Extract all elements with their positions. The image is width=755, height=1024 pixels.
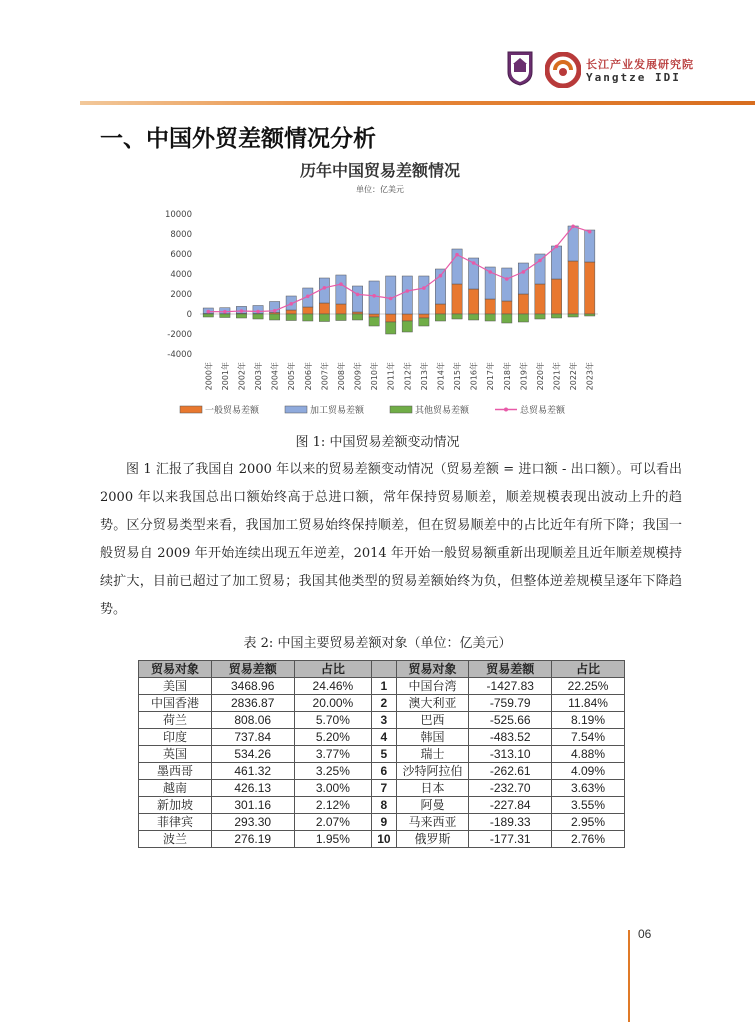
- x-tick-label: 2023年: [585, 362, 595, 391]
- cell-partner: 新加坡: [139, 797, 212, 814]
- bar-other: [585, 314, 595, 316]
- cell-partner: 波兰: [139, 831, 212, 848]
- bar-general: [568, 261, 578, 314]
- bar-general: [386, 314, 396, 322]
- legend-swatch-marker: [504, 408, 508, 412]
- legend-label: 加工贸易差额: [310, 406, 365, 416]
- col-header-balance-2: 贸易差额: [469, 661, 552, 678]
- cell-share: 3.00%: [294, 780, 372, 797]
- cell-share-2: 3.55%: [552, 797, 625, 814]
- bar-processing: [336, 275, 346, 304]
- bar-processing: [352, 286, 362, 312]
- bar-general: [468, 289, 478, 314]
- table-row: [139, 763, 625, 780]
- bar-general: [319, 303, 329, 314]
- table-row: [139, 780, 625, 797]
- cell-rank: 2: [372, 695, 396, 712]
- x-tick-label: 2014年: [436, 362, 446, 391]
- cell-balance-2: -189.33: [469, 814, 552, 831]
- bar-general: [352, 312, 362, 314]
- trade-balance-chart: [150, 158, 610, 428]
- x-tick-label: 2009年: [353, 362, 363, 391]
- line-total: [208, 226, 589, 311]
- cell-partner-2: 巴西: [396, 712, 469, 729]
- bar-other: [269, 314, 279, 320]
- cell-rank: 9: [372, 814, 396, 831]
- cell-partner: 菲律宾: [139, 814, 212, 831]
- cell-partner-2: 日本: [396, 780, 469, 797]
- x-tick-label: 2002年: [237, 362, 247, 391]
- y-tick-label: 8000: [170, 230, 192, 240]
- cell-share: 20.00%: [294, 695, 372, 712]
- x-tick-label: 2005年: [287, 362, 297, 391]
- legend-swatch: [390, 406, 412, 413]
- bar-other: [286, 314, 296, 321]
- point-total: [439, 274, 443, 278]
- chart-unit: 单位：亿美元: [356, 185, 404, 194]
- table-row: [139, 797, 625, 814]
- x-tick-label: 2020年: [535, 362, 545, 391]
- bar-other: [535, 314, 545, 319]
- x-tick-label: 2012年: [403, 362, 413, 391]
- cell-partner: 美国: [139, 678, 212, 695]
- x-tick-label: 2022年: [569, 362, 579, 391]
- cell-balance-2: -177.31: [469, 831, 552, 848]
- legend-label: 一般贸易差额: [205, 406, 260, 416]
- legend-label: 总贸易差额: [520, 406, 566, 416]
- cell-balance-2: -313.10: [469, 746, 552, 763]
- bar-other: [369, 317, 379, 326]
- cell-rank: 6: [372, 763, 396, 780]
- page-marker: [628, 930, 630, 1022]
- table-row: [139, 831, 625, 848]
- cell-balance-2: -262.61: [469, 763, 552, 780]
- bar-other: [502, 314, 512, 323]
- cell-balance: 808.06: [211, 712, 294, 729]
- x-tick-label: 2006年: [303, 362, 313, 391]
- y-tick-label: 0: [186, 310, 192, 320]
- header-rule: [80, 101, 755, 105]
- bar-processing: [386, 276, 396, 314]
- bar-processing: [419, 276, 429, 314]
- cell-share-2: 2.76%: [552, 831, 625, 848]
- cell-balance-2: -483.52: [469, 729, 552, 746]
- bar-processing: [551, 246, 561, 279]
- cell-share: 5.20%: [294, 729, 372, 746]
- point-total: [306, 295, 310, 299]
- point-total: [339, 282, 343, 286]
- bar-processing: [518, 263, 528, 294]
- point-total: [240, 309, 244, 313]
- bar-other: [352, 314, 362, 320]
- cell-share-2: 2.95%: [552, 814, 625, 831]
- x-tick-label: 2013年: [419, 362, 429, 391]
- x-tick-label: 2011年: [386, 362, 396, 391]
- cell-share-2: 4.88%: [552, 746, 625, 763]
- y-tick-label: 4000: [170, 270, 192, 280]
- x-tick-label: 2021年: [552, 362, 562, 391]
- bar-processing: [319, 278, 329, 303]
- cell-balance: 293.30: [211, 814, 294, 831]
- x-tick-label: 2000年: [204, 362, 214, 391]
- x-tick-label: 2019年: [519, 362, 529, 391]
- bar-general: [452, 284, 462, 314]
- bar-other: [319, 314, 329, 322]
- bar-other: [303, 314, 313, 321]
- table-row: [139, 729, 625, 746]
- org-name-cn: 长江产业发展研究院: [586, 58, 694, 71]
- bar-general: [518, 294, 528, 314]
- x-tick-label: 2001年: [220, 362, 230, 391]
- cell-partner: 越南: [139, 780, 212, 797]
- point-total: [273, 309, 277, 313]
- cell-share-2: 7.54%: [552, 729, 625, 746]
- point-total: [323, 286, 327, 290]
- cell-share: 3.25%: [294, 763, 372, 780]
- cell-balance: 426.13: [211, 780, 294, 797]
- cell-share: 1.95%: [294, 831, 372, 848]
- bar-general: [485, 299, 495, 314]
- table-row: [139, 695, 625, 712]
- cell-share-2: 11.84%: [552, 695, 625, 712]
- col-header-share: 占比: [294, 661, 372, 678]
- cell-partner-2: 韩国: [396, 729, 469, 746]
- cell-rank: 10: [372, 831, 396, 848]
- bar-other: [419, 318, 429, 326]
- point-total: [372, 294, 376, 298]
- col-header-partner: 贸易对象: [139, 661, 212, 678]
- point-total: [356, 293, 360, 297]
- cell-share: 3.77%: [294, 746, 372, 763]
- x-tick-label: 2017年: [486, 362, 496, 391]
- bar-processing: [502, 268, 512, 301]
- x-tick-label: 2004年: [270, 362, 280, 391]
- x-tick-label: 2003年: [254, 362, 264, 391]
- x-tick-label: 2008年: [336, 362, 346, 391]
- cell-share-2: 8.19%: [552, 712, 625, 729]
- point-total: [389, 297, 393, 301]
- cell-share: 24.46%: [294, 678, 372, 695]
- bar-general: [585, 262, 595, 314]
- bar-other: [386, 322, 396, 334]
- cell-balance: 301.16: [211, 797, 294, 814]
- point-total: [588, 230, 592, 234]
- legend-swatch: [180, 406, 202, 413]
- bar-general: [435, 304, 445, 314]
- bar-general: [502, 301, 512, 314]
- point-total: [289, 302, 293, 306]
- bar-general: [551, 279, 561, 314]
- x-tick-label: 2010年: [370, 362, 380, 391]
- yangtze-idi-logo-icon: [545, 52, 581, 88]
- point-total: [571, 225, 575, 229]
- bar-other: [518, 314, 528, 322]
- cell-rank: 4: [372, 729, 396, 746]
- point-total: [555, 245, 559, 249]
- page-number: 06: [638, 927, 652, 941]
- cell-share-2: 22.25%: [552, 678, 625, 695]
- cell-share: 2.12%: [294, 797, 372, 814]
- section-title: 一、中国外贸差额情况分析: [100, 126, 376, 152]
- cell-balance: 276.19: [211, 831, 294, 848]
- cell-partner-2: 阿曼: [396, 797, 469, 814]
- y-tick-label: 2000: [170, 290, 192, 300]
- cell-rank: 7: [372, 780, 396, 797]
- figure-caption: 图 1: 中国贸易差额变动情况: [295, 435, 460, 450]
- org-name-en: Yangtze IDI: [586, 71, 681, 84]
- cell-rank: 5: [372, 746, 396, 763]
- point-total: [522, 270, 526, 274]
- cell-partner-2: 瑞士: [396, 746, 469, 763]
- point-total: [488, 270, 492, 274]
- bar-general: [419, 314, 429, 318]
- x-tick-label: 2007年: [320, 362, 330, 391]
- bar-other: [253, 314, 263, 319]
- cell-partner-2: 俄罗斯: [396, 831, 469, 848]
- point-total: [505, 277, 509, 281]
- legend-label: 其他贸易差额: [415, 406, 470, 416]
- point-total: [405, 289, 409, 293]
- bar-general: [369, 314, 379, 317]
- bar-general: [286, 310, 296, 314]
- cell-partner-2: 马来西亚: [396, 814, 469, 831]
- cell-partner: 墨西哥: [139, 763, 212, 780]
- y-tick-label: -4000: [167, 350, 192, 360]
- bar-other: [236, 314, 246, 318]
- x-tick-label: 2015年: [453, 362, 463, 391]
- cell-balance-2: -227.84: [469, 797, 552, 814]
- point-total: [206, 310, 210, 314]
- bar-other: [568, 314, 578, 317]
- bar-processing: [535, 254, 545, 284]
- table-caption: 表 2: 中国主要贸易差额对象（单位：亿美元）: [243, 636, 512, 651]
- cell-partner-2: 澳大利亚: [396, 695, 469, 712]
- col-header-rank: [372, 661, 396, 678]
- bar-other: [336, 314, 346, 321]
- x-tick-label: 2018年: [502, 362, 512, 391]
- cell-balance-2: -1427.83: [469, 678, 552, 695]
- cell-partner-2: 中国台湾: [396, 678, 469, 695]
- bar-other: [435, 314, 445, 321]
- cell-rank: 8: [372, 797, 396, 814]
- point-total: [455, 253, 459, 257]
- table-header-row: [139, 661, 625, 678]
- chart-title: 历年中国贸易差额情况: [299, 161, 460, 180]
- cell-rank: 1: [372, 678, 396, 695]
- bar-other: [468, 314, 478, 320]
- bar-general: [402, 314, 412, 321]
- cell-balance: 3468.96: [211, 678, 294, 695]
- chart-svg: [150, 158, 610, 428]
- table-row: [139, 814, 625, 831]
- cell-share-2: 4.09%: [552, 763, 625, 780]
- bar-other: [452, 314, 462, 319]
- y-tick-label: 10000: [164, 210, 192, 220]
- cell-partner: 英国: [139, 746, 212, 763]
- table-row: [139, 678, 625, 695]
- bar-processing: [585, 230, 595, 262]
- cell-share: 5.70%: [294, 712, 372, 729]
- header-logos: [500, 50, 740, 90]
- cell-partner: 荷兰: [139, 712, 212, 729]
- cell-share-2: 3.63%: [552, 780, 625, 797]
- table-row: [139, 746, 625, 763]
- bar-general: [303, 307, 313, 314]
- col-header-share-2: 占比: [552, 661, 625, 678]
- cell-balance: 461.32: [211, 763, 294, 780]
- cell-balance-2: -525.66: [469, 712, 552, 729]
- point-total: [472, 261, 476, 265]
- point-total: [223, 310, 227, 314]
- bar-processing: [402, 276, 412, 314]
- bar-other: [220, 314, 230, 318]
- cell-partner: 中国香港: [139, 695, 212, 712]
- body-paragraph: 图 1 汇报了我国自 2000 年以来的贸易差额变动情况（贸易差额 = 进口额 - 出口额）。可以看出 2000 年以来我国总出口额始终高于总进口额，常年保持贸易顺差，顺差规模表现出波动上升的趋势。区分贸易类型来看，我国加工贸易始终保持顺差，但在贸易顺差中的占比近年有所下降；我国一般贸易自 2009 年开始连续出现五年逆差，2014 年开始一般贸易额重新出现顺差且近年顺差规模持续扩大，目前已超过了加工贸易；我国其他类型的贸易差额始终为负，但整体逆差规模呈逐年下降趋势。: [100, 462, 682, 617]
- bar-other: [551, 314, 561, 318]
- point-total: [538, 259, 542, 263]
- cell-balance-2: -232.70: [469, 780, 552, 797]
- bar-general: [535, 284, 545, 314]
- cell-share: 2.07%: [294, 814, 372, 831]
- cell-balance-2: -759.79: [469, 695, 552, 712]
- bar-other: [485, 314, 495, 321]
- trade-partners-table: [138, 660, 625, 848]
- point-total: [256, 310, 260, 314]
- bar-other: [203, 314, 213, 317]
- point-total: [422, 286, 426, 290]
- cell-partner-2: 沙特阿拉伯: [396, 763, 469, 780]
- cell-balance: 2836.87: [211, 695, 294, 712]
- y-tick-label: -2000: [167, 330, 192, 340]
- bar-other: [402, 321, 412, 332]
- col-header-partner-2: 贸易对象: [396, 661, 469, 678]
- table-row: [139, 712, 625, 729]
- y-tick-label: 6000: [170, 250, 192, 260]
- university-seal-icon: [505, 50, 535, 86]
- x-tick-label: 2016年: [469, 362, 479, 391]
- col-header-balance: 贸易差额: [211, 661, 294, 678]
- legend-swatch: [285, 406, 307, 413]
- cell-balance: 534.26: [211, 746, 294, 763]
- cell-balance: 737.84: [211, 729, 294, 746]
- cell-partner: 印度: [139, 729, 212, 746]
- bar-general: [336, 304, 346, 314]
- cell-rank: 3: [372, 712, 396, 729]
